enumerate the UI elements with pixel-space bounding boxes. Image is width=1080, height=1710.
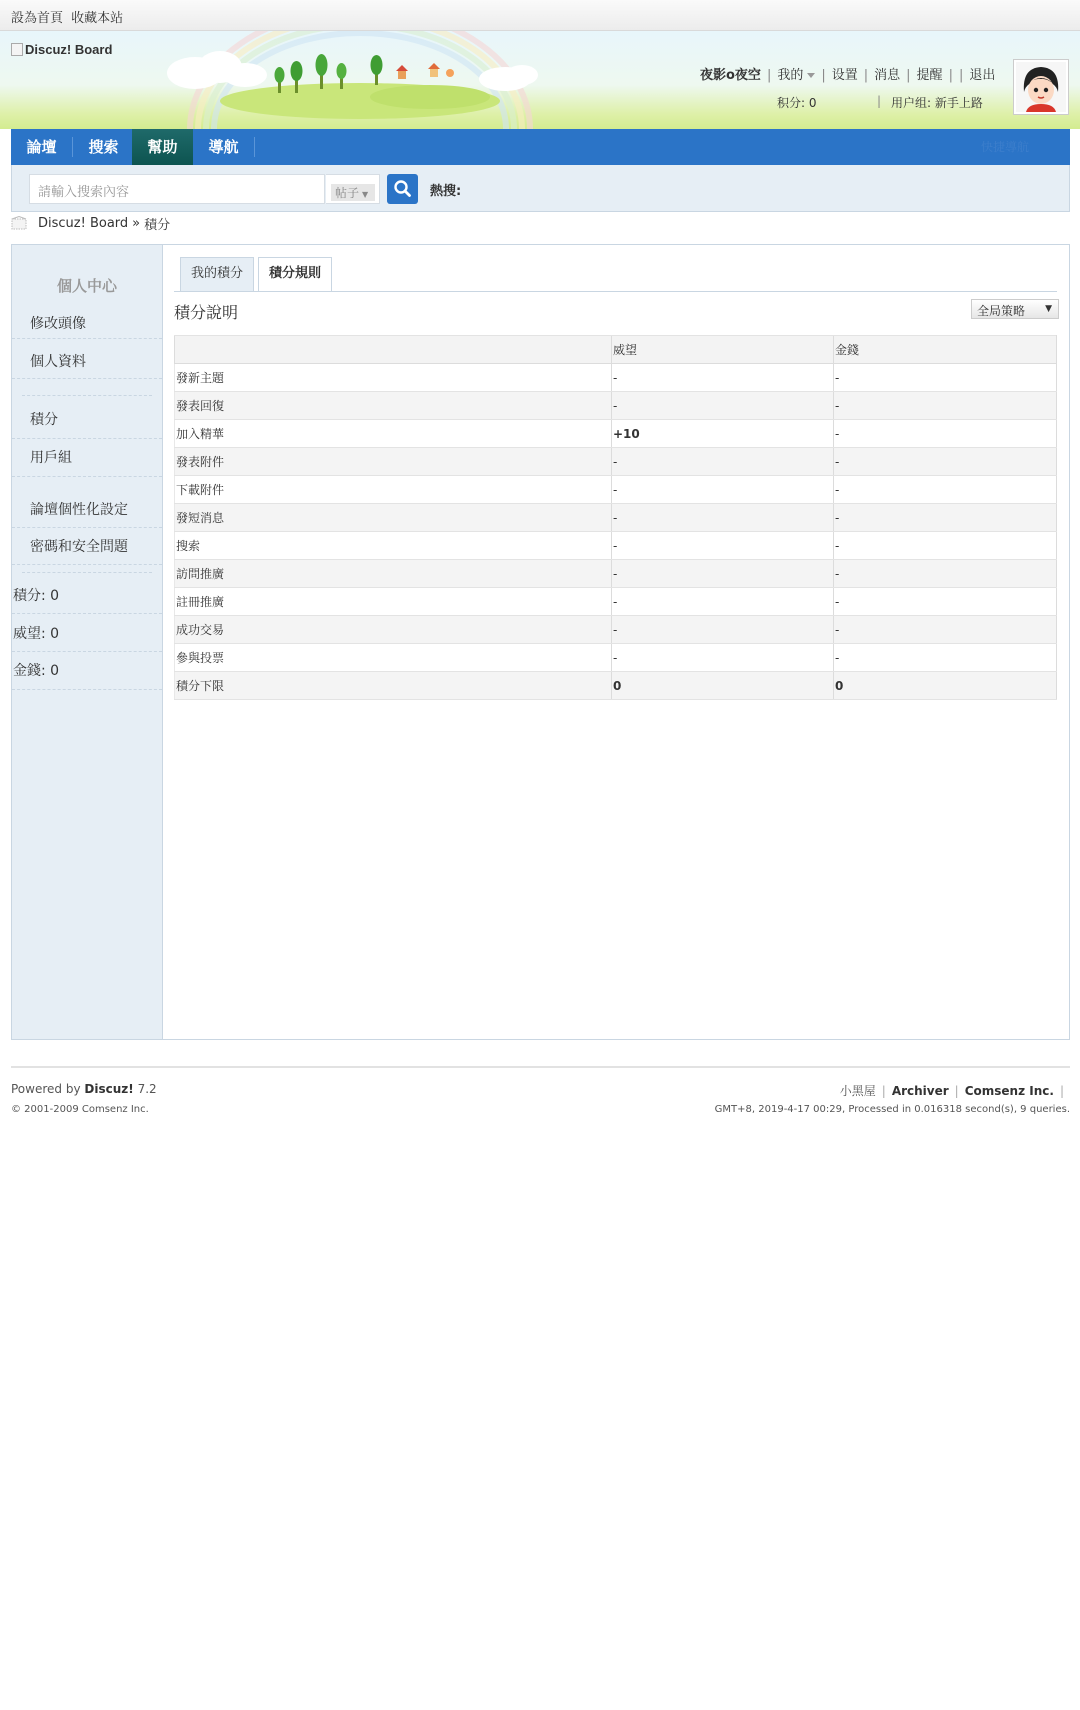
bookmark-link[interactable]: 收藏本站 [71, 11, 124, 26]
broken-image-icon [11, 43, 23, 56]
search-input[interactable]: 請輸入搜索內容 [29, 174, 325, 204]
table-cell: - [834, 560, 1057, 588]
table-cell: 訪問推廣 [175, 560, 612, 588]
hot-search-label: 熱搜: [430, 184, 462, 199]
table-cell: 0 [612, 672, 834, 700]
my-menu[interactable] [777, 68, 815, 83]
section-title: 積分說明 [174, 303, 239, 322]
sidebar-stat-credits: 積分: 0 [13, 588, 60, 604]
product-version: 7.2 [137, 1082, 157, 1096]
policy-select-value: 全局策略 [977, 304, 1026, 318]
content-area [163, 245, 1069, 1039]
breadcrumb [11, 215, 170, 231]
table-header-row [175, 336, 1057, 364]
column-header-money: 金錢 [834, 336, 1057, 364]
points-display: 积分: 0 [777, 96, 817, 110]
quick-nav-link[interactable]: 快捷導航 [981, 140, 1030, 154]
table-row [175, 532, 1057, 560]
table-row [175, 476, 1057, 504]
table-cell: - [612, 644, 834, 672]
table-cell: - [834, 476, 1057, 504]
table-row [175, 392, 1057, 420]
footer-link-blacklist[interactable]: 小黑屋 [839, 1084, 876, 1098]
tab-credit-rules[interactable]: 積分規則 [258, 257, 332, 292]
set-home-link[interactable]: 設為首頁 [11, 11, 64, 26]
table-cell: - [834, 616, 1057, 644]
nav-navigation[interactable]: 導航 [208, 138, 239, 156]
messages-link[interactable]: 消息 [874, 68, 901, 83]
breadcrumb-current: 積分 [144, 217, 171, 233]
footer-powered-by [11, 1082, 157, 1096]
footer-stats: GMT+8, 2019-4-17 00:29, Processed in 0.016318 second(s), 9 queries. [714, 1104, 1070, 1115]
logo-alt-text: Discuz! Board [25, 42, 113, 57]
table-cell: 積分下限 [175, 672, 612, 700]
table-cell: - [612, 588, 834, 616]
table-cell: - [834, 644, 1057, 672]
sidebar-item-password[interactable]: 密碼和安全問題 [30, 539, 128, 555]
table-row [175, 364, 1057, 392]
footer-link-comsenz[interactable]: Comsenz Inc. [964, 1084, 1054, 1098]
tab-my-credits[interactable]: 我的積分 [180, 257, 254, 291]
credit-rules-table [174, 335, 1057, 700]
table-cell: - [834, 420, 1057, 448]
stats-separator: | [877, 94, 882, 108]
table-cell: 發表回復 [175, 392, 612, 420]
table-cell: 0 [834, 672, 1057, 700]
policy-select[interactable] [971, 299, 1059, 319]
nav-help[interactable]: 幫助 [132, 129, 193, 165]
table-row [175, 644, 1057, 672]
my-menu-label: 我的 [777, 68, 804, 83]
breadcrumb-root[interactable]: Discuz! Board [38, 215, 129, 231]
sidebar-item-usergroup[interactable]: 用戶組 [30, 450, 72, 466]
user-bar: 夜影o夜空 | 我的 | 设置 | 消息 | 提醒 | | 退出 [700, 68, 996, 83]
table-row [175, 672, 1057, 700]
table-cell: - [612, 392, 834, 420]
sidebar-item-personalization[interactable]: 論壇個性化設定 [30, 502, 128, 518]
sidebar-item-credits[interactable]: 積分 [30, 412, 58, 428]
table-row [175, 616, 1057, 644]
logout-link[interactable]: 退出 [969, 68, 996, 83]
table-cell: 成功交易 [175, 616, 612, 644]
header-scenery [150, 31, 550, 129]
table-cell: 註冊推廣 [175, 588, 612, 616]
table-cell: +10 [612, 420, 834, 448]
search-type-label: 帖子 [335, 186, 360, 200]
table-cell: - [612, 364, 834, 392]
table-cell: 發新主題 [175, 364, 612, 392]
column-header-prestige: 威望 [612, 336, 834, 364]
table-row [175, 588, 1057, 616]
footer-links: 小黑屋 | Archiver | Comsenz Inc. | [839, 1084, 1064, 1098]
settings-link[interactable]: 设置 [831, 68, 858, 83]
table-cell: 參與投票 [175, 644, 612, 672]
table-cell: 發短消息 [175, 504, 612, 532]
reminders-link[interactable]: 提醒 [916, 68, 943, 83]
table-cell: - [834, 392, 1057, 420]
avatar[interactable] [1013, 59, 1069, 115]
product-link[interactable]: Discuz! [84, 1082, 134, 1096]
nav-search[interactable]: 搜索 [88, 138, 119, 156]
table-cell: - [612, 476, 834, 504]
table-cell: 下載附件 [175, 476, 612, 504]
column-header-action [175, 336, 612, 364]
footer-copyright: © 2001-2009 Comsenz Inc. [11, 1104, 149, 1115]
home-icon[interactable] [11, 216, 27, 230]
table-cell: - [612, 560, 834, 588]
table-cell: 加入精華 [175, 420, 612, 448]
table-cell: - [834, 364, 1057, 392]
usergroup-display: 用户组: 新手上路 [891, 96, 983, 110]
search-icon [387, 174, 418, 204]
sidebar-title: 個人中心 [56, 277, 117, 295]
sidebar [12, 245, 163, 1039]
main-panel [11, 244, 1070, 1040]
table-cell: - [612, 504, 834, 532]
avatar-girl-icon [1016, 62, 1066, 112]
table-cell: - [612, 532, 834, 560]
footer-link-archiver[interactable]: Archiver [891, 1084, 949, 1098]
site-header [0, 31, 1080, 129]
sidebar-item-avatar[interactable]: 修改頭像 [30, 316, 86, 332]
table-row [175, 560, 1057, 588]
top-bar [0, 0, 1080, 31]
table-cell: - [834, 588, 1057, 616]
username-link[interactable]: 夜影o夜空 [700, 68, 761, 83]
table-cell: - [612, 448, 834, 476]
table-cell: - [834, 448, 1057, 476]
table-cell: - [612, 616, 834, 644]
dropdown-arrow-icon: ▼ [1045, 304, 1052, 314]
search-button[interactable] [387, 174, 418, 204]
table-row [175, 420, 1057, 448]
top-links [11, 7, 127, 26]
table-row [175, 448, 1057, 476]
breadcrumb-separator: » [132, 215, 141, 231]
sidebar-item-profile[interactable]: 個人資料 [30, 354, 86, 370]
sidebar-stat-prestige: 威望: 0 [13, 626, 60, 642]
site-logo[interactable] [11, 42, 112, 57]
chevron-down-icon [807, 73, 815, 78]
search-bar [11, 165, 1070, 212]
table-row [175, 504, 1057, 532]
main-nav [11, 129, 1070, 165]
table-cell: - [834, 532, 1057, 560]
table-cell: 發表附件 [175, 448, 612, 476]
search-type-select[interactable]: 帖子 ▼ [326, 174, 380, 204]
powered-by-label: Powered by [11, 1082, 81, 1096]
nav-forum[interactable]: 論壇 [26, 138, 57, 156]
sidebar-stat-money: 金錢: 0 [13, 663, 60, 679]
table-cell: - [834, 504, 1057, 532]
table-cell: 搜索 [175, 532, 612, 560]
footer-divider [11, 1066, 1070, 1068]
